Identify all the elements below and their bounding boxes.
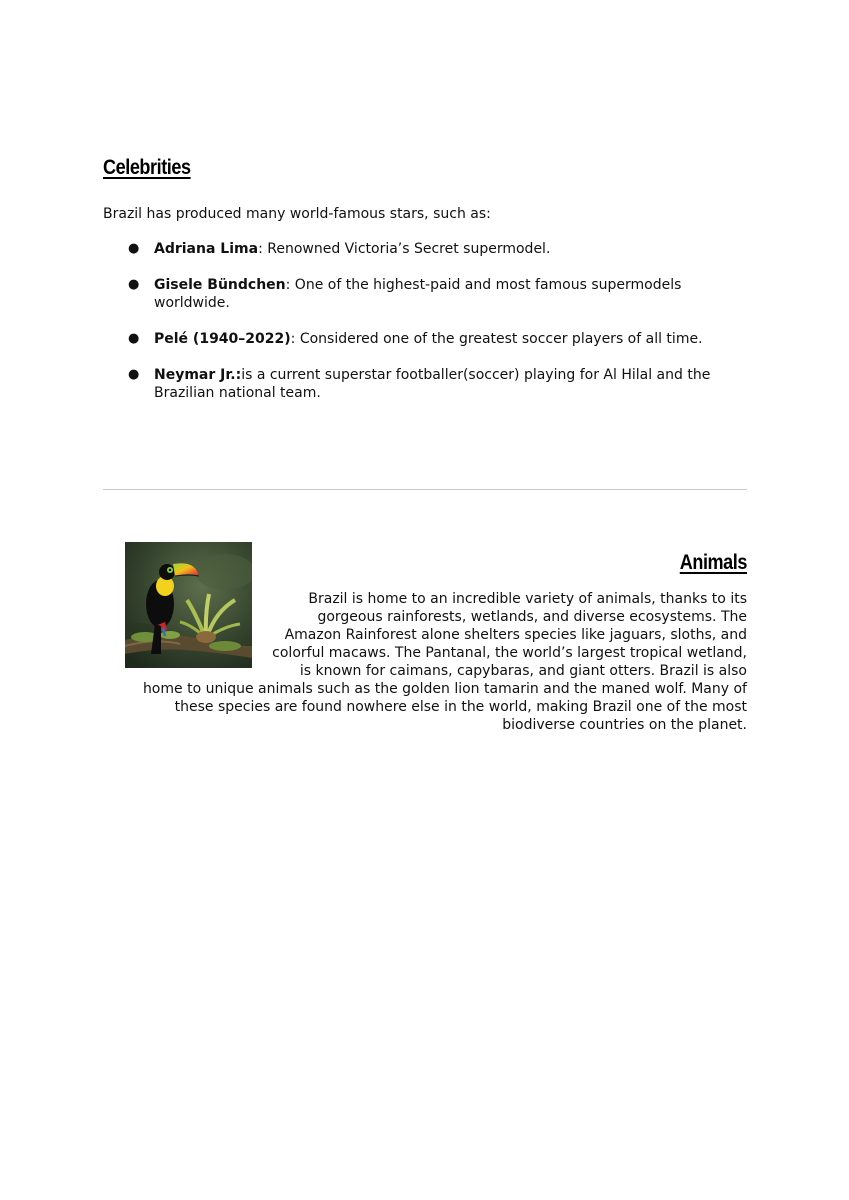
celebrity-name: Neymar Jr.:: [154, 367, 242, 383]
celebrities-intro: Brazil has produced many world-famous stars, such as:: [103, 206, 491, 222]
bullet-icon: ●: [128, 331, 140, 346]
animals-heading: Animals: [679, 551, 747, 574]
list-item: [128, 240, 748, 258]
section-divider: [103, 489, 747, 490]
celebrity-name: Gisele Bündchen: [154, 277, 286, 293]
bullet-icon: ●: [128, 277, 140, 292]
celebrity-description: is a current superstar footballer(soccer) playing for Al Hilal and the Brazilian national team.: [154, 367, 711, 401]
celebrity-description: : Considered one of the greatest soccer players of all time.: [290, 331, 703, 347]
bullet-icon: ●: [128, 367, 140, 382]
celebrity-description: : Renowned Victoria’s Secret supermodel.: [258, 241, 551, 257]
celebrity-name: Pelé (1940–2022): [154, 331, 291, 347]
celebrities-list: [128, 240, 748, 420]
list-item: [128, 330, 748, 348]
animals-section: [117, 542, 747, 734]
animals-paragraph: Brazil is home to an incredible variety of animals, thanks to its gorgeous rainforests, wetlands, and diverse ecosystems. The Amazon Rainforest alone shelters species like jaguars, sloths, and colorful macaws. The Pantanal, the world’s largest tropical wetland, is known for caimans, capybaras, and giant otters. Brazil is also home to unique animals such as the golden lion tamarin and the maned wolf. Many of these species are found nowhere else in the world, making Brazil one of the most biodiverse countries on the planet.: [142, 591, 747, 733]
celebrity-name: Adriana Lima: [154, 241, 259, 257]
bullet-icon: ●: [128, 241, 140, 256]
celebrity-description: : One of the highest-paid and most famous supermodels worldwide.: [154, 277, 682, 311]
list-item: [128, 366, 748, 402]
celebrities-heading: Celebrities: [103, 156, 191, 179]
list-item: [128, 276, 748, 312]
